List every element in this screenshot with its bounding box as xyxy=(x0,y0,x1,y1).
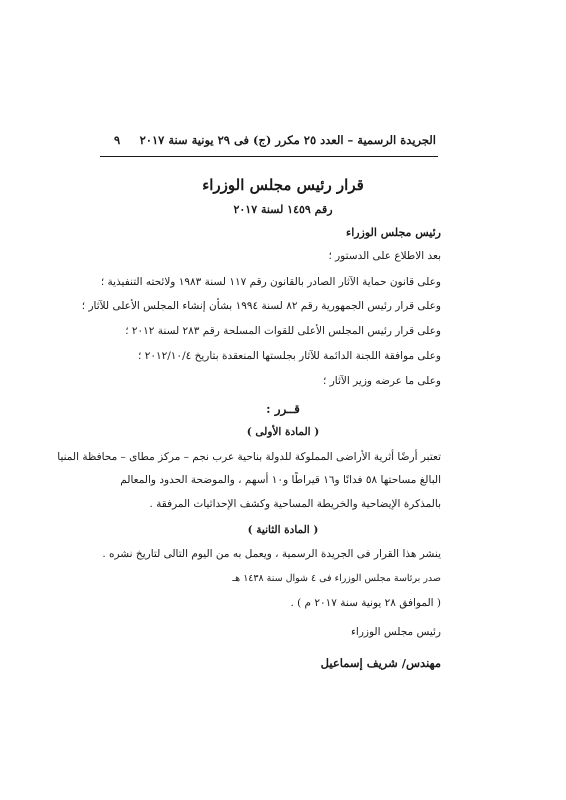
article-1-line: تعتبر أرضًا أثرية الأراضى المملوكة للدولة بناحية عرب نجم – مركز مطاى – محافظة المنيا xyxy=(57,451,441,463)
decided-heading: قــرر : xyxy=(266,402,300,416)
recital: وعلى قرار رئيس المجلس الأعلى للقوات المسلحة رقم ٢٨٣ لسنة ٢٠١٢ ؛ xyxy=(125,325,441,337)
issued-date-hijri: صدر برئاسة مجلس الوزراء فى ٤ شوال سنة ١٤٣٨ هـ xyxy=(232,573,441,584)
page-number: ٩ xyxy=(114,133,121,147)
decree-issuer: رئيس مجلس الوزراء xyxy=(346,226,441,239)
decree-title: قرار رئيس مجلس الوزراء xyxy=(202,176,364,194)
recital: بعد الاطلاع على الدستور ؛ xyxy=(328,250,441,262)
header-divider xyxy=(100,156,438,157)
signatory-name: مهندس/ شريف إسماعيل xyxy=(320,656,441,670)
issued-date-gregorian: ( الموافق ٢٨ يونية سنة ٢٠١٧ م ) . xyxy=(290,597,441,609)
article-1-heading: ( المادة الأولى ) xyxy=(246,426,320,438)
recital: وعلى قرار رئيس الجمهورية رقم ٨٢ لسنة ١٩٩٤ بشأن إنشاء المجلس الأعلى للآثار ؛ xyxy=(81,300,441,312)
recital: وعلى ما عرضه وزير الآثار ؛ xyxy=(323,375,441,387)
recital: وعلى قانون حماية الآثار الصادر بالقانون رقم ١١٧ لسنة ١٩٨٣ ولائحته التنفيذية ؛ xyxy=(100,276,441,288)
decree-number: رقم ١٤٥٩ لسنة ٢٠١٧ xyxy=(233,203,333,216)
article-2-heading: ( المادة الثانية ) xyxy=(247,524,319,536)
article-2-text: ينشر هذا القرار فى الجريدة الرسمية ، ويعمل به من اليوم التالى لتاريخ نشره . xyxy=(102,548,441,560)
article-1-line: بالمذكرة الإيضاحية والخريطة المساحية وكشف الإحداثيات المرفقة . xyxy=(149,498,441,510)
article-1-line: البالغ مساحتها ٥٨ فدانًا و١٦ قيراطًا و١٠ أسهم ، والموضحة الحدود والمعالم xyxy=(120,474,441,486)
signatory-title: رئيس مجلس الوزراء xyxy=(350,626,441,638)
recital: وعلى موافقة اللجنة الدائمة للآثار بجلستها المنعقدة بتاريخ ٢٠١٢/١٠/٤ ؛ xyxy=(138,350,441,362)
gazette-header: الجريدة الرسمية – العدد ٢٥ مكرر (ج) فى ٢٩ يونية سنة ٢٠١٧ xyxy=(139,133,436,147)
